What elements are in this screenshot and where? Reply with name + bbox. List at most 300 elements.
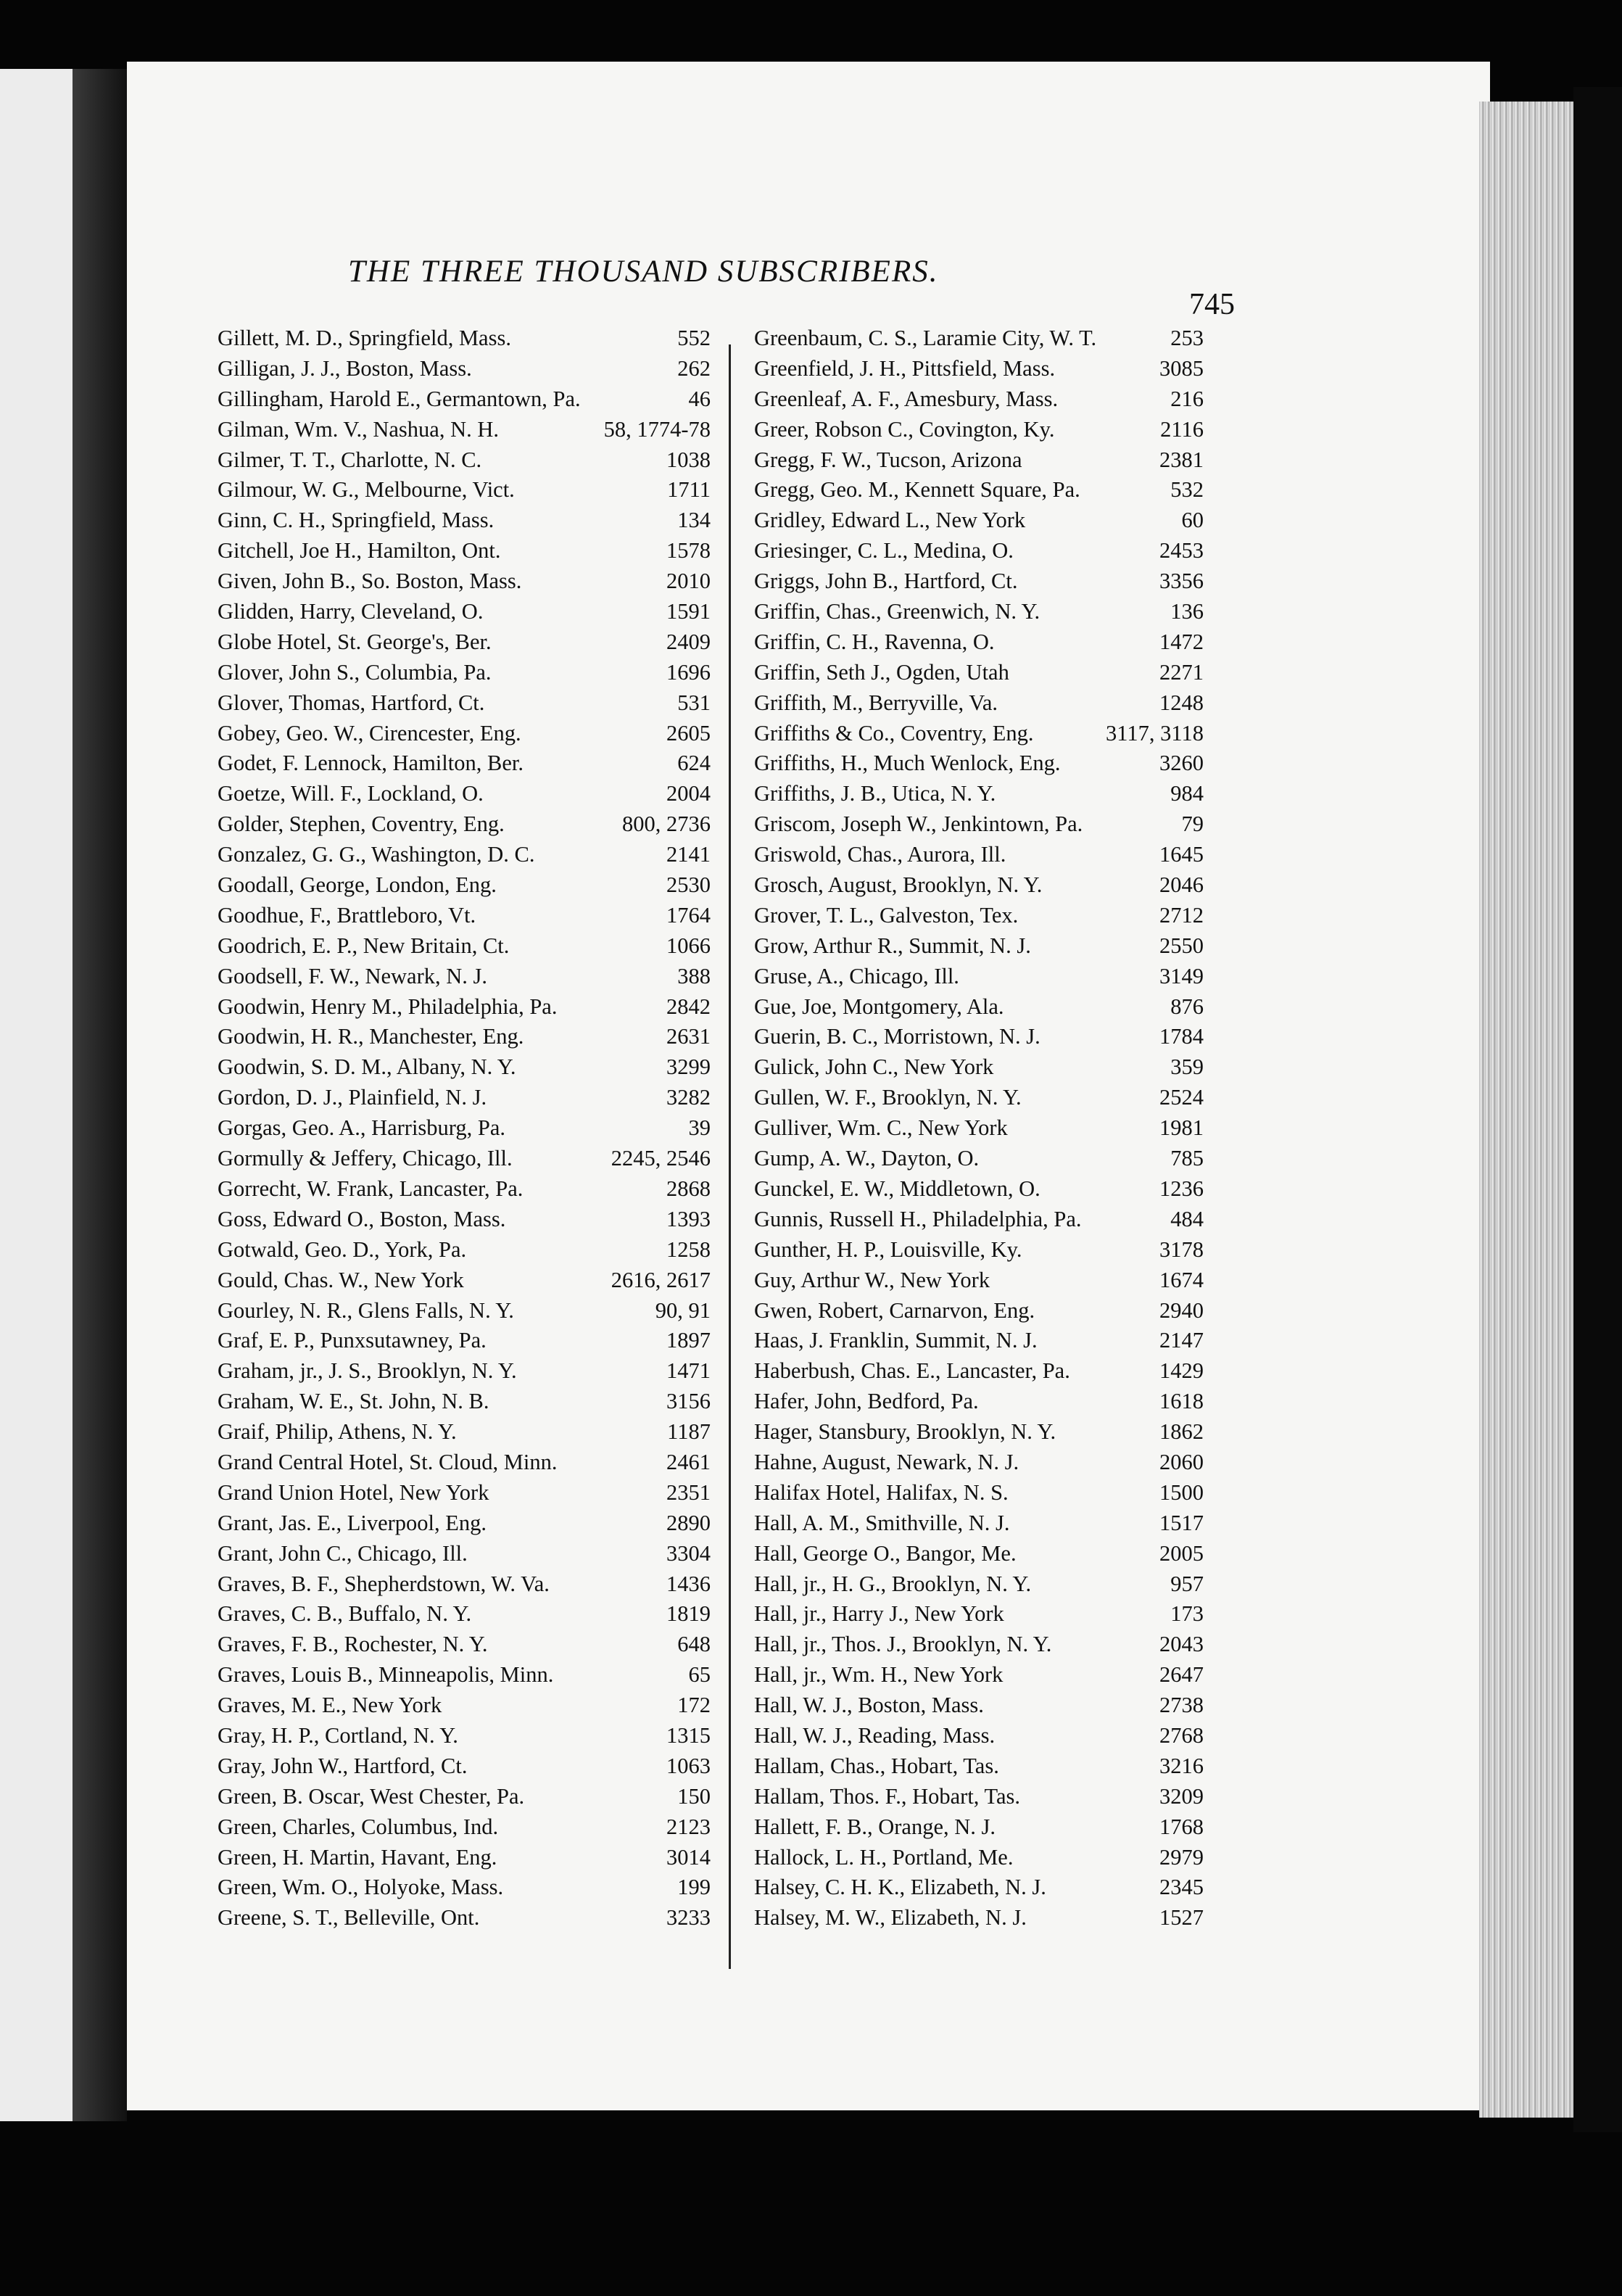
subscriber-number: 1981 xyxy=(1159,1115,1204,1141)
subscriber-name: Graves, F. B., Rochester, N. Y. xyxy=(218,1632,488,1657)
subscriber-name: Greer, Robson C., Covington, Ky. xyxy=(754,416,1055,442)
subscriber-name: Graves, M. E., New York xyxy=(218,1693,442,1718)
subscriber-number: 2345 xyxy=(1159,1875,1204,1900)
subscriber-entry xyxy=(218,354,711,384)
subscriber-name: Griesinger, C. L., Medina, O. xyxy=(754,538,1014,563)
subscriber-name: Hall, W. J., Boston, Mass. xyxy=(754,1693,984,1718)
subscriber-number: 3014 xyxy=(666,1844,711,1870)
subscriber-entry xyxy=(754,1690,1204,1721)
subscriber-entry xyxy=(754,1296,1204,1326)
subscriber-name: Glover, John S., Columbia, Pa. xyxy=(218,659,492,685)
subscriber-name: Glidden, Harry, Cleveland, O. xyxy=(218,599,484,624)
subscriber-number: 3085 xyxy=(1159,355,1204,381)
subscriber-entry xyxy=(218,1174,711,1205)
subscriber-number: 1038 xyxy=(666,447,711,472)
subscriber-name: Graves, C. B., Buffalo, N. Y. xyxy=(218,1601,472,1627)
subscriber-entry xyxy=(218,566,711,597)
subscriber-entry xyxy=(218,901,711,931)
subscriber-number: 46 xyxy=(688,386,711,411)
subscriber-number: 2530 xyxy=(666,872,711,898)
subscriber-number: 1819 xyxy=(666,1601,711,1627)
subscriber-name: Griffiths, H., Much Wenlock, Eng. xyxy=(754,751,1061,776)
subscriber-entry xyxy=(218,1022,711,1052)
subscriber-entry xyxy=(218,1690,711,1721)
subscriber-number: 216 xyxy=(1170,386,1204,411)
subscriber-number: 2712 xyxy=(1159,902,1204,928)
subscriber-entry xyxy=(754,323,1204,354)
subscriber-number: 1258 xyxy=(666,1236,711,1262)
subscriber-name: Gruse, A., Chicago, Ill. xyxy=(754,963,959,988)
subscriber-name: Hallam, Chas., Hobart, Tas. xyxy=(754,1753,999,1778)
subscriber-number: 2004 xyxy=(666,781,711,806)
subscriber-number: 150 xyxy=(677,1783,711,1809)
subscriber-number: 484 xyxy=(1170,1206,1204,1231)
subscriber-number: 552 xyxy=(677,326,711,350)
subscriber-name: Gue, Joe, Montgomery, Ala. xyxy=(754,994,1004,1019)
subscriber-name: Griswold, Chas., Aurora, Ill. xyxy=(754,842,1006,867)
subscriber-number: 648 xyxy=(677,1632,711,1657)
subscriber-name: Hall, jr., Harry J., New York xyxy=(754,1601,1004,1627)
subscriber-name: Goetze, Will. F., Lockland, O. xyxy=(218,781,484,806)
subscriber-number: 1897 xyxy=(666,1328,711,1353)
subscriber-entry xyxy=(218,1205,711,1235)
subscriber-entry xyxy=(754,1782,1204,1812)
subscriber-entry xyxy=(754,931,1204,962)
subscriber-entry xyxy=(218,1144,711,1174)
subscriber-entry xyxy=(218,1812,711,1843)
subscriber-name: Gitchell, Joe H., Hamilton, Ont. xyxy=(218,538,501,563)
subscriber-number: 3356 xyxy=(1159,569,1204,594)
subscriber-number: 2647 xyxy=(1159,1662,1204,1688)
subscriber-name: Greene, S. T., Belleville, Ont. xyxy=(218,1905,480,1930)
subscriber-entry xyxy=(218,384,711,415)
subscriber-name: Gunnis, Russell H., Philadelphia, Pa. xyxy=(754,1206,1082,1231)
subscriber-name: Goodsell, F. W., Newark, N. J. xyxy=(218,963,488,988)
subscriber-entry xyxy=(218,627,711,658)
subscriber-entry xyxy=(754,1022,1204,1052)
subscriber-name: Hall, George O., Bangor, Me. xyxy=(754,1540,1017,1566)
facing-page-edge xyxy=(0,69,73,2121)
subscriber-number: 2890 xyxy=(666,1510,711,1535)
subscriber-name: Griffith, M., Berryville, Va. xyxy=(754,690,998,715)
subscriber-entry xyxy=(754,1448,1204,1478)
subscriber-number: 3260 xyxy=(1159,751,1204,776)
subscriber-entry xyxy=(218,1630,711,1660)
subscriber-number: 2979 xyxy=(1159,1844,1204,1870)
subscriber-entry xyxy=(754,1326,1204,1356)
subscriber-number: 2940 xyxy=(1159,1297,1204,1323)
subscriber-number: 2123 xyxy=(666,1814,711,1839)
subscriber-number: 2043 xyxy=(1159,1632,1204,1657)
subscriber-number: 532 xyxy=(1170,477,1204,503)
subscriber-entry xyxy=(754,1417,1204,1448)
subscriber-number: 800, 2736 xyxy=(622,812,711,837)
subscriber-entry xyxy=(754,719,1204,749)
subscriber-entry xyxy=(218,809,711,840)
subscriber-name: Graf, E. P., Punxsutawney, Pa. xyxy=(218,1328,487,1353)
subscriber-name: Gunther, H. P., Louisville, Ky. xyxy=(754,1236,1022,1262)
subscriber-number: 173 xyxy=(1170,1601,1204,1627)
subscriber-number: 3178 xyxy=(1159,1236,1204,1262)
subscriber-entry xyxy=(218,1903,711,1933)
subscriber-entry xyxy=(218,658,711,688)
subscriber-name: Gillingham, Harold E., Germantown, Pa. xyxy=(218,386,581,411)
subscriber-name: Ginn, C. H., Springfield, Mass. xyxy=(218,508,495,533)
subscriber-number: 39 xyxy=(688,1115,711,1141)
subscriber-number: 1066 xyxy=(666,933,711,958)
subscriber-number: 172 xyxy=(677,1693,711,1718)
subscriber-name: Grand Central Hotel, St. Cloud, Minn. xyxy=(218,1449,558,1474)
subscriber-number: 3233 xyxy=(666,1905,711,1930)
subscriber-name: Glover, Thomas, Hartford, Ct. xyxy=(218,690,485,715)
subscriber-number: 2868 xyxy=(666,1176,711,1201)
subscriber-number: 3304 xyxy=(666,1540,711,1566)
subscriber-name: Gullen, W. F., Brooklyn, N. Y. xyxy=(754,1085,1022,1110)
subscriber-entry xyxy=(218,931,711,962)
subscriber-number: 1645 xyxy=(1159,842,1204,867)
subscriber-entry xyxy=(218,1083,711,1113)
subscriber-name: Goodall, George, London, Eng. xyxy=(218,872,497,898)
subscriber-name: Green, Wm. O., Holyoke, Mass. xyxy=(218,1875,504,1900)
subscriber-name: Godet, F. Lennock, Hamilton, Ber. xyxy=(218,751,524,776)
subscriber-name: Hall, W. J., Reading, Mass. xyxy=(754,1722,996,1748)
subscriber-name: Goodwin, H. R., Manchester, Eng. xyxy=(218,1024,524,1049)
subscriber-name: Gunckel, E. W., Middletown, O. xyxy=(754,1176,1040,1201)
subscriber-number: 60 xyxy=(1181,508,1204,533)
subscriber-name: Gordon, D. J., Plainfield, N. J. xyxy=(218,1085,487,1110)
page-block-edge xyxy=(1479,102,1573,2118)
subscriber-entry xyxy=(754,1144,1204,1174)
subscriber-name: Gorgas, Geo. A., Harrisburg, Pa. xyxy=(218,1115,506,1141)
subscriber-entry xyxy=(218,779,711,809)
subscriber-number: 2842 xyxy=(666,994,711,1019)
subscriber-entry xyxy=(218,1235,711,1265)
subscriber-number: 2616, 2617 xyxy=(611,1267,711,1292)
subscriber-entry xyxy=(754,1721,1204,1751)
subscriber-entry xyxy=(754,1630,1204,1660)
subscriber-entry xyxy=(754,1052,1204,1083)
subscriber-number: 3156 xyxy=(666,1389,711,1414)
subscriber-entry xyxy=(218,870,711,901)
subscriber-name: Goss, Edward O., Boston, Mass. xyxy=(218,1206,506,1231)
subscriber-entry xyxy=(754,962,1204,992)
subscriber-number: 2768 xyxy=(1159,1722,1204,1748)
subscriber-entry xyxy=(754,415,1204,445)
subscriber-name: Gilmer, T. T., Charlotte, N. C. xyxy=(218,447,482,472)
subscriber-name: Hafer, John, Bedford, Pa. xyxy=(754,1389,979,1414)
subscriber-name: Gorrecht, W. Frank, Lancaster, Pa. xyxy=(218,1176,524,1201)
subscriber-entry xyxy=(754,1539,1204,1569)
subscriber-entry xyxy=(218,1721,711,1751)
subscriber-entry xyxy=(754,536,1204,566)
subscriber-number: 984 xyxy=(1170,781,1204,806)
subscriber-name: Gilmour, W. G., Melbourne, Vict. xyxy=(218,477,515,503)
subscriber-entry xyxy=(218,1326,711,1356)
subscriber-name: Griffiths, J. B., Utica, N. Y. xyxy=(754,781,996,806)
subscriber-number: 876 xyxy=(1170,994,1204,1019)
page-number: 745 xyxy=(1189,288,1235,321)
subscriber-entry xyxy=(218,1478,711,1508)
subscriber-name: Halifax Hotel, Halifax, N. S. xyxy=(754,1479,1009,1505)
subscriber-entry xyxy=(218,415,711,445)
subscriber-entry xyxy=(218,688,711,719)
subscriber-entry xyxy=(218,962,711,992)
subscriber-list-left xyxy=(218,323,711,1933)
subscriber-name: Green, Charles, Columbus, Ind. xyxy=(218,1814,499,1839)
subscriber-number: 624 xyxy=(677,751,711,776)
subscriber-name: Griffiths & Co., Coventry, Eng. xyxy=(754,720,1034,746)
subscriber-entry xyxy=(218,1660,711,1690)
subscriber-entry xyxy=(218,748,711,779)
subscriber-number: 531 xyxy=(677,690,711,715)
subscriber-name: Greenbaum, C. S., Laramie City, W. T. xyxy=(754,326,1097,350)
subscriber-name: Hall, jr., H. G., Brooklyn, N. Y. xyxy=(754,1571,1032,1596)
subscriber-number: 2631 xyxy=(666,1024,711,1049)
subscriber-name: Hall, jr., Thos. J., Brooklyn, N. Y. xyxy=(754,1632,1052,1657)
subscriber-name: Gilligan, J. J., Boston, Mass. xyxy=(218,355,472,381)
subscriber-name: Goodrich, E. P., New Britain, Ct. xyxy=(218,933,510,958)
subscriber-name: Griggs, John B., Hartford, Ct. xyxy=(754,569,1018,594)
subscriber-entry xyxy=(218,719,711,749)
subscriber-number: 1696 xyxy=(666,659,711,685)
subscriber-name: Grover, T. L., Galveston, Tex. xyxy=(754,902,1019,928)
subscriber-entry xyxy=(218,1782,711,1812)
subscriber-name: Graif, Philip, Athens, N. Y. xyxy=(218,1419,457,1445)
subscriber-entry xyxy=(754,475,1204,505)
subscriber-number: 1784 xyxy=(1159,1024,1204,1049)
subscriber-name: Griffin, Chas., Greenwich, N. Y. xyxy=(754,599,1040,624)
subscriber-number: 3149 xyxy=(1159,963,1204,988)
subscriber-entry xyxy=(218,1569,711,1600)
subscriber-number: 1500 xyxy=(1159,1479,1204,1505)
subscriber-entry xyxy=(754,445,1204,476)
subscriber-name: Grow, Arthur R., Summit, N. J. xyxy=(754,933,1031,958)
subscriber-entry xyxy=(754,992,1204,1023)
subscriber-entry xyxy=(218,1843,711,1873)
subscriber-entry xyxy=(754,1599,1204,1630)
subscriber-entry xyxy=(218,1113,711,1144)
subscriber-name: Gregg, Geo. M., Kennett Square, Pa. xyxy=(754,477,1080,503)
subscriber-entry xyxy=(754,901,1204,931)
subscriber-number: 1578 xyxy=(666,538,711,563)
subscriber-entry xyxy=(754,1903,1204,1933)
subscriber-name: Hahne, August, Newark, N. J. xyxy=(754,1449,1019,1474)
subscriber-entry xyxy=(218,1751,711,1782)
subscriber-name: Halsey, M. W., Elizabeth, N. J. xyxy=(754,1905,1027,1930)
subscriber-name: Gridley, Edward L., New York xyxy=(754,508,1026,533)
subscriber-name: Gourley, N. R., Glens Falls, N. Y. xyxy=(218,1297,514,1323)
subscriber-number: 359 xyxy=(1170,1054,1204,1080)
subscriber-entry xyxy=(754,870,1204,901)
subscriber-number: 3216 xyxy=(1159,1753,1204,1778)
subscriber-name: Hager, Stansbury, Brooklyn, N. Y. xyxy=(754,1419,1056,1445)
subscriber-name: Graham, jr., J. S., Brooklyn, N. Y. xyxy=(218,1358,517,1384)
subscriber-entry xyxy=(218,475,711,505)
subscriber-name: Goodwin, Henry M., Philadelphia, Pa. xyxy=(218,994,558,1019)
subscriber-name: Gray, H. P., Cortland, N. Y. xyxy=(218,1722,458,1748)
subscriber-entry xyxy=(754,1083,1204,1113)
subscriber-number: 2351 xyxy=(666,1479,711,1505)
subscriber-name: Gwen, Robert, Carnarvon, Eng. xyxy=(754,1297,1035,1323)
scan-border xyxy=(1573,87,1622,2132)
subscriber-entry xyxy=(754,779,1204,809)
subscriber-entry xyxy=(754,1508,1204,1539)
subscriber-number: 3299 xyxy=(666,1054,711,1080)
subscriber-name: Hallock, L. H., Portland, Me. xyxy=(754,1844,1014,1870)
book-gutter xyxy=(73,69,127,2121)
subscriber-entry xyxy=(754,1235,1204,1265)
subscriber-entry xyxy=(218,992,711,1023)
subscriber-number: 388 xyxy=(677,963,711,988)
subscriber-entry xyxy=(218,1417,711,1448)
subscriber-entry xyxy=(754,1265,1204,1296)
subscriber-name: Goodwin, S. D. M., Albany, N. Y. xyxy=(218,1054,516,1080)
subscriber-number: 785 xyxy=(1170,1146,1204,1171)
subscriber-number: 2605 xyxy=(666,720,711,746)
subscriber-number: 2147 xyxy=(1159,1328,1204,1353)
subscriber-number: 2550 xyxy=(1159,933,1204,958)
subscriber-number: 1471 xyxy=(666,1358,711,1384)
subscriber-name: Grand Union Hotel, New York xyxy=(218,1479,489,1505)
subscriber-name: Grosch, August, Brooklyn, N. Y. xyxy=(754,872,1043,898)
subscriber-entry xyxy=(754,1387,1204,1417)
subscriber-entry xyxy=(218,1052,711,1083)
subscriber-entry xyxy=(218,1599,711,1630)
subscriber-name: Globe Hotel, St. George's, Ber. xyxy=(218,629,492,654)
subscriber-name: Griffin, Seth J., Ogden, Utah xyxy=(754,659,1009,685)
subscriber-number: 1764 xyxy=(666,902,711,928)
subscriber-entry xyxy=(754,1660,1204,1690)
subscriber-entry xyxy=(754,658,1204,688)
subscriber-entry xyxy=(218,445,711,476)
subscriber-number: 1429 xyxy=(1159,1358,1204,1384)
subscriber-number: 2381 xyxy=(1159,447,1204,472)
subscriber-entry xyxy=(218,536,711,566)
subscriber-name: Gilman, Wm. V., Nashua, N. H. xyxy=(218,416,500,442)
subscriber-number: 199 xyxy=(677,1875,711,1900)
subscriber-name: Gobey, Geo. W., Cirencester, Eng. xyxy=(218,720,521,746)
subscriber-name: Golder, Stephen, Coventry, Eng. xyxy=(218,812,505,837)
subscriber-name: Graves, B. F., Shepherdstown, W. Va. xyxy=(218,1571,550,1596)
subscriber-name: Green, H. Martin, Havant, Eng. xyxy=(218,1844,497,1870)
subscriber-name: Goodhue, F., Brattleboro, Vt. xyxy=(218,902,476,928)
subscriber-entry xyxy=(754,505,1204,536)
subscriber-entry xyxy=(218,323,711,354)
subscriber-number: 134 xyxy=(677,508,711,533)
subscriber-number: 957 xyxy=(1170,1571,1204,1596)
subscriber-name: Hallam, Thos. F., Hobart, Tas. xyxy=(754,1783,1021,1809)
subscriber-number: 1187 xyxy=(667,1419,711,1445)
subscriber-name: Gormully & Jeffery, Chicago, Ill. xyxy=(218,1146,513,1171)
subscriber-number: 2738 xyxy=(1159,1693,1204,1718)
subscriber-name: Hall, jr., Wm. H., New York xyxy=(754,1662,1004,1688)
subscriber-entry xyxy=(754,597,1204,627)
subscriber-name: Griffin, C. H., Ravenna, O. xyxy=(754,629,995,654)
subscriber-entry xyxy=(754,566,1204,597)
subscriber-number: 2116 xyxy=(1160,416,1204,442)
subscriber-name: Gregg, F. W., Tucson, Arizona xyxy=(754,447,1022,472)
subscriber-number: 2005 xyxy=(1159,1540,1204,1566)
subscriber-number: 3282 xyxy=(666,1085,711,1110)
subscriber-name: Hallett, F. B., Orange, N. J. xyxy=(754,1814,996,1839)
subscriber-number: 253 xyxy=(1170,326,1204,350)
subscriber-entry xyxy=(754,1751,1204,1782)
subscriber-name: Greenleaf, A. F., Amesbury, Mass. xyxy=(754,386,1059,411)
subscriber-entry xyxy=(218,1356,711,1387)
subscriber-number: 1711 xyxy=(667,477,711,503)
subscriber-number: 2010 xyxy=(666,569,711,594)
subscriber-entry xyxy=(218,1387,711,1417)
subscriber-number: 79 xyxy=(1181,812,1204,837)
subscriber-number: 1236 xyxy=(1159,1176,1204,1201)
subscriber-number: 2141 xyxy=(666,842,711,867)
subscriber-number: 2271 xyxy=(1159,659,1204,685)
subscriber-entry xyxy=(754,627,1204,658)
subscriber-entry xyxy=(754,748,1204,779)
subscriber-number: 1768 xyxy=(1159,1814,1204,1839)
subscriber-list-right xyxy=(754,323,1204,1933)
subscriber-entry xyxy=(218,1872,711,1903)
subscriber-entry xyxy=(754,384,1204,415)
subscriber-name: Gray, John W., Hartford, Ct. xyxy=(218,1753,468,1778)
subscriber-entry xyxy=(218,597,711,627)
subscriber-number: 2060 xyxy=(1159,1449,1204,1474)
subscriber-entry xyxy=(754,1205,1204,1235)
subscriber-number: 2409 xyxy=(666,629,711,654)
subscriber-entry xyxy=(754,1174,1204,1205)
subscriber-number: 58, 1774-78 xyxy=(603,416,711,442)
subscriber-number: 2245, 2546 xyxy=(611,1146,711,1171)
subscriber-entry xyxy=(218,1539,711,1569)
subscriber-name: Grant, Jas. E., Liverpool, Eng. xyxy=(218,1510,487,1535)
subscriber-name: Gillett, M. D., Springfield, Mass. xyxy=(218,326,511,350)
subscriber-entry xyxy=(754,1356,1204,1387)
subscriber-number: 1315 xyxy=(666,1722,711,1748)
subscriber-number: 3117, 3118 xyxy=(1106,720,1204,746)
subscriber-number: 136 xyxy=(1170,599,1204,624)
subscriber-entry xyxy=(218,1508,711,1539)
subscriber-entry xyxy=(754,1872,1204,1903)
subscriber-number: 262 xyxy=(677,355,711,381)
subscriber-number: 1393 xyxy=(666,1206,711,1231)
subscriber-number: 1674 xyxy=(1159,1267,1204,1292)
subscriber-entry xyxy=(754,1812,1204,1843)
subscriber-name: Gulliver, Wm. C., New York xyxy=(754,1115,1008,1141)
subscriber-number: 3209 xyxy=(1159,1783,1204,1809)
subscriber-entry xyxy=(754,809,1204,840)
subscriber-entry xyxy=(218,1296,711,1326)
subscriber-name: Hall, A. M., Smithville, N. J. xyxy=(754,1510,1010,1535)
subscriber-entry xyxy=(754,688,1204,719)
subscriber-name: Grant, John C., Chicago, Ill. xyxy=(218,1540,468,1566)
subscriber-number: 1527 xyxy=(1159,1905,1204,1930)
subscriber-name: Griscom, Joseph W., Jenkintown, Pa. xyxy=(754,812,1083,837)
subscriber-name: Green, B. Oscar, West Chester, Pa. xyxy=(218,1783,525,1809)
subscriber-entry xyxy=(754,1569,1204,1600)
subscriber-entry xyxy=(218,1265,711,1296)
subscriber-name: Gonzalez, G. G., Washington, D. C. xyxy=(218,842,535,867)
subscriber-number: 1472 xyxy=(1159,629,1204,654)
subscriber-number: 1591 xyxy=(666,599,711,624)
column-rule xyxy=(729,344,731,1969)
subscriber-name: Halsey, C. H. K., Elizabeth, N. J. xyxy=(754,1875,1046,1900)
subscriber-name: Gump, A. W., Dayton, O. xyxy=(754,1146,980,1171)
subscriber-name: Graham, W. E., St. John, N. B. xyxy=(218,1389,489,1414)
subscriber-name: Gulick, John C., New York xyxy=(754,1054,994,1080)
subscriber-number: 2524 xyxy=(1159,1085,1204,1110)
subscriber-number: 1618 xyxy=(1159,1389,1204,1414)
subscriber-number: 2461 xyxy=(666,1449,711,1474)
